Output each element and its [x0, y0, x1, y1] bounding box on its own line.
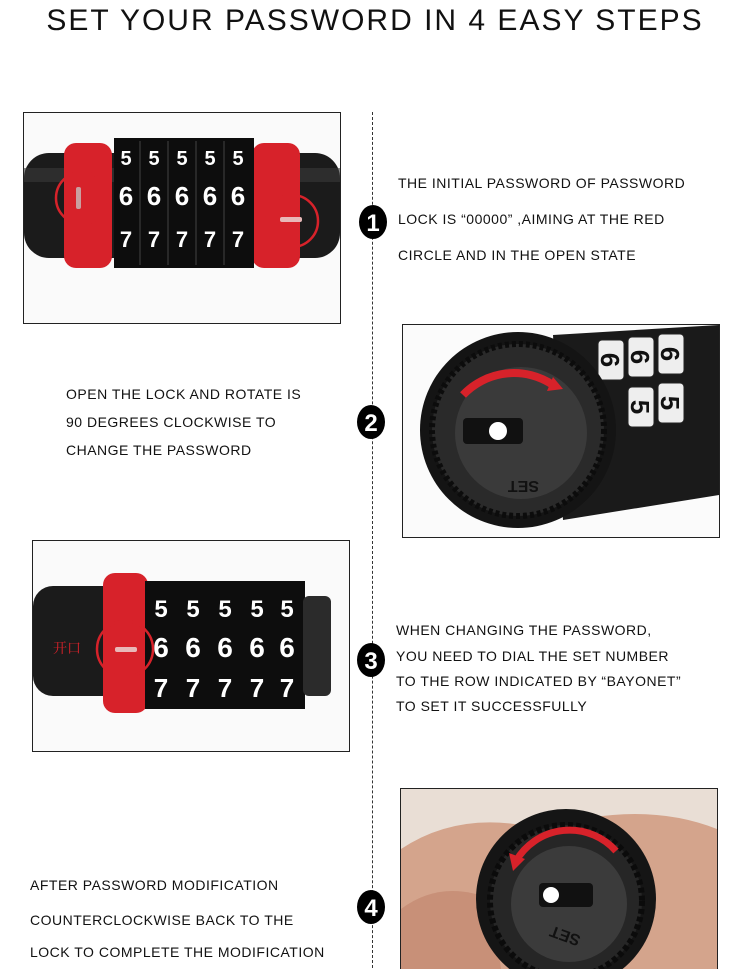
p2-dial-digit: 6: [655, 346, 685, 362]
step-1-line: THE INITIAL PASSWORD OF PASSWORD: [398, 175, 686, 191]
step-4-line: COUNTERCLOCKWISE BACK TO THE: [30, 912, 294, 928]
p1-top-digit: 5: [120, 148, 132, 170]
red-ring: [103, 573, 148, 713]
p1-mid-digit: 6: [146, 181, 162, 211]
p1-mid-digit: 6: [230, 181, 246, 211]
step-4-line: LOCK TO COMPLETE THE MODIFICATION: [30, 944, 325, 960]
p1-bot-digit: 7: [203, 227, 217, 252]
p1-mid-digit: 6: [118, 181, 134, 211]
step-1-line: CIRCLE AND IN THE OPEN STATE: [398, 247, 637, 263]
p3-mid-digit: 6: [279, 632, 295, 663]
step-number: 3: [364, 648, 378, 675]
p3-top-digit: 5: [218, 596, 232, 623]
page-title: SET YOUR PASSWORD IN 4 EASY STEPS: [46, 4, 704, 37]
p1-top-digit: 5: [204, 148, 216, 170]
step-2-photo: [402, 324, 720, 538]
p1-bot-digit: 7: [175, 227, 189, 252]
p1-bot-digit: 7: [231, 227, 245, 252]
p2-dial-digit: 5: [625, 399, 655, 415]
p2-dial-digit: 5: [655, 395, 685, 411]
p1-mid-digit: 6: [202, 181, 218, 211]
step-2-line: CHANGE THE PASSWORD: [66, 442, 252, 458]
step-number: 1: [366, 210, 380, 237]
p3-side-mark: 开口: [53, 641, 81, 657]
step-3-line: WHEN CHANGING THE PASSWORD,: [396, 622, 652, 638]
step-1-badge: [358, 204, 388, 240]
step-4-text: [30, 877, 325, 960]
step-2-text: [66, 386, 301, 458]
p3-top-digit: 5: [250, 596, 264, 623]
p1-top-digit: 5: [232, 148, 244, 170]
p3-top-digit: 5: [280, 596, 294, 623]
center-divider: [372, 112, 373, 968]
p1-top-digit: 5: [148, 148, 160, 170]
step-4-badge: [356, 889, 386, 925]
p2-dial-digit: 6: [625, 349, 655, 365]
red-ring-right: [252, 143, 300, 268]
step-3-text: [396, 622, 681, 714]
step-number: 4: [364, 895, 378, 922]
p1-bot-digit: 7: [147, 227, 161, 252]
step-4-line: AFTER PASSWORD MODIFICATION: [30, 877, 279, 893]
step-1-text: [398, 175, 685, 263]
step-1-line: LOCK IS “00000” ,AIMING AT THE RED: [398, 211, 665, 227]
p2-dial-digit: 6: [595, 352, 625, 368]
p3-mid-digit: 6: [185, 632, 201, 663]
step-2-line: OPEN THE LOCK AND ROTATE IS: [66, 386, 302, 402]
step-4-photo: [400, 788, 718, 969]
step-3-line: TO THE ROW INDICATED BY “BAYONET”: [396, 673, 682, 689]
p1-mid-digit: 6: [174, 181, 190, 211]
p4-cap-label: SET: [547, 921, 583, 949]
p1-bot-digit: 7: [119, 227, 133, 252]
step-3-photo: [32, 540, 350, 752]
p3-bot-digit: 7: [153, 673, 169, 703]
step-3-badge: [356, 642, 386, 678]
step-3-line: TO SET IT SUCCESSFULLY: [396, 698, 588, 714]
p3-mid-digit: 6: [153, 632, 169, 663]
step-2-badge: [356, 404, 386, 440]
step-2-line: 90 DEGREES CLOCKWISE TO: [66, 414, 277, 430]
p3-mid-digit: 6: [217, 632, 233, 663]
p2-cap-label: SET: [507, 477, 539, 494]
step-number: 2: [364, 410, 378, 437]
step-1-photo: [23, 112, 341, 324]
p3-bot-digit: 7: [279, 673, 295, 703]
p3-bot-digit: 7: [185, 673, 201, 703]
p3-bot-digit: 7: [249, 673, 265, 703]
p3-top-digit: 5: [186, 596, 200, 623]
p3-mid-digit: 6: [249, 632, 265, 663]
p3-top-digit: 5: [154, 596, 168, 623]
step-3-line: YOU NEED TO DIAL THE SET NUMBER: [396, 648, 670, 664]
p3-bot-digit: 7: [217, 673, 233, 703]
p1-top-digit: 5: [176, 148, 188, 170]
red-ring-left: [64, 143, 112, 268]
